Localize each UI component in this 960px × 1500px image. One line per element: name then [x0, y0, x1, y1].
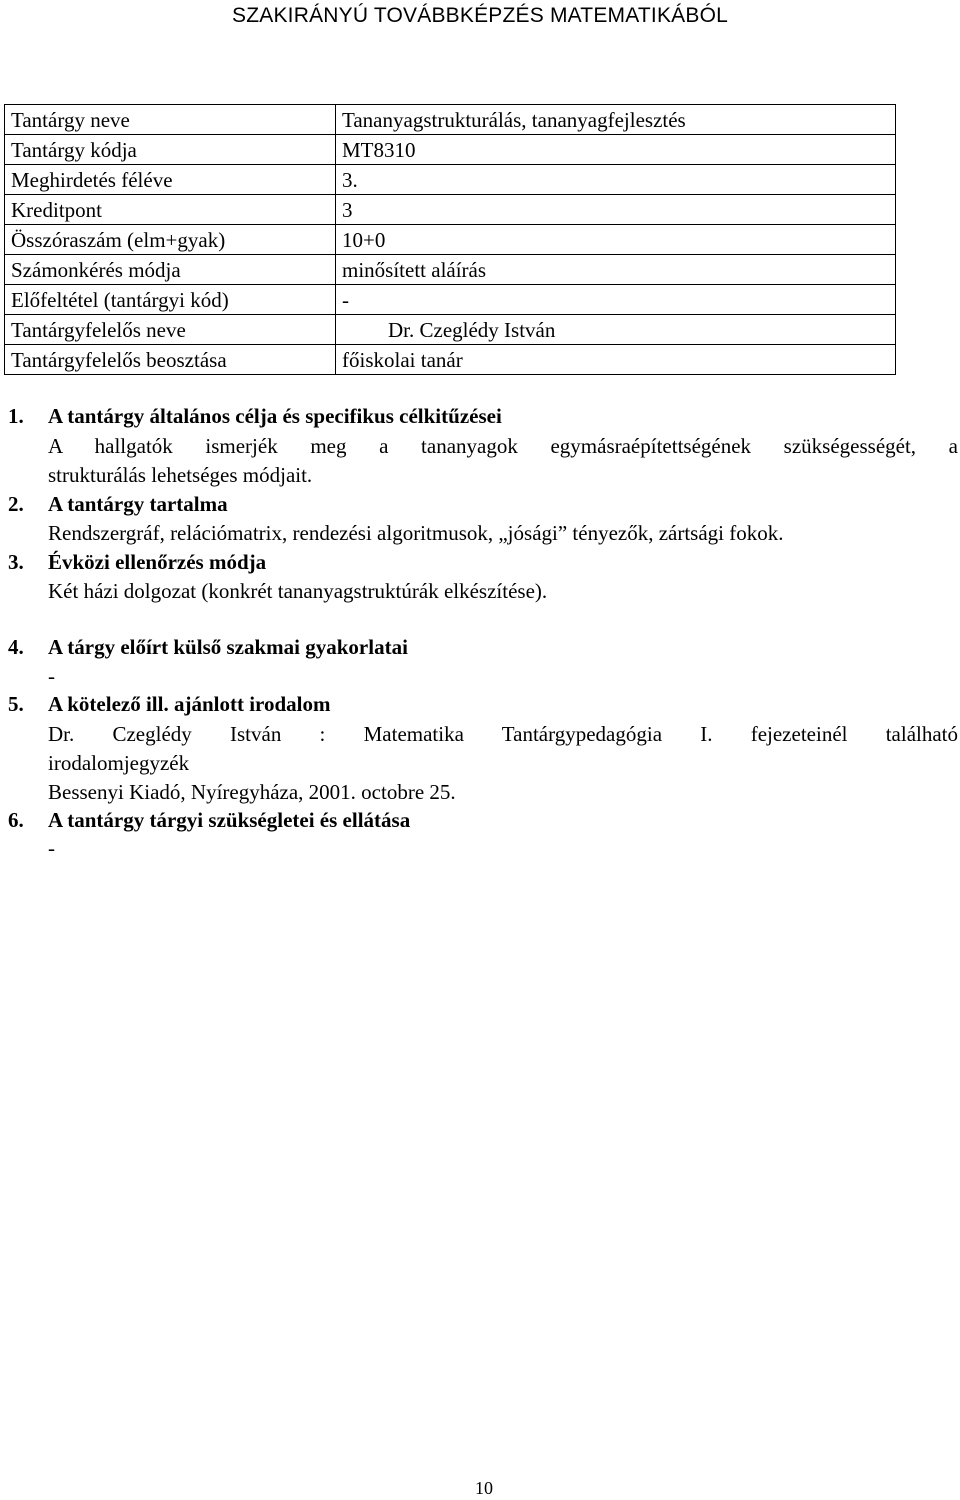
page-number: 10: [475, 1478, 493, 1498]
section-title: A tantárgy tartalma: [48, 492, 228, 516]
page-header: SZAKIRÁNYÚ TOVÁBBKÉPZÉS MATEMATIKÁBÓL: [232, 4, 728, 27]
section-heading: [8, 492, 228, 517]
section-number: 6.: [8, 808, 24, 832]
section-number: 2.: [8, 492, 24, 516]
section-heading: [8, 404, 502, 429]
table-row: [5, 135, 896, 165]
section-title: A kötelező ill. ajánlott irodalom: [48, 692, 331, 716]
section-title: A tantárgy tárgyi szükségletei és ellátása: [48, 808, 411, 832]
section-text-line: strukturálás lehetséges módjait.: [48, 463, 313, 487]
section-text-line: -: [48, 836, 55, 860]
row-value: -: [336, 285, 896, 315]
table-row: [5, 315, 896, 345]
table-row: [5, 345, 896, 375]
section-title: A tantárgy általános célja és specifikus célkitűzései: [48, 404, 502, 428]
row-label: Tantárgyfelelős beosztása: [5, 345, 336, 375]
section-title: A tárgy előírt külső szakmai gyakorlatai: [48, 635, 408, 659]
section-heading: [8, 635, 408, 660]
section-number: 3.: [8, 550, 24, 574]
row-label: Előfeltétel (tantárgyi kód): [5, 285, 336, 315]
table-row: [5, 195, 896, 225]
row-value: Tananyagstrukturálás, tananyagfejlesztés: [336, 105, 896, 135]
section-text-line: Bessenyi Kiadó, Nyíregyháza, 2001. octobre 25.: [48, 780, 456, 804]
section-heading: [8, 808, 410, 833]
section-heading: [8, 550, 266, 575]
row-label: Tantárgy kódja: [5, 135, 336, 165]
table-row: [5, 165, 896, 195]
section-number: 1.: [8, 404, 24, 428]
table-row: [5, 285, 896, 315]
row-value: 10+0: [336, 225, 896, 255]
row-label: Tantárgy neve: [5, 105, 336, 135]
row-label: Meghirdetés féléve: [5, 165, 336, 195]
row-label: Tantárgyfelelős neve: [5, 315, 336, 345]
section-text-line: Rendszergráf, relációmatrix, rendezési algoritmusok, „jósági” tényezők, zártsági fokok.: [48, 521, 784, 545]
section-text-line: Dr. Czeglédy István : Matematika Tantárgypedagógia I. fejezeteinél található: [48, 722, 958, 746]
row-value: 3: [336, 195, 896, 225]
section-heading: [8, 692, 331, 717]
table-row: [5, 105, 896, 135]
row-value: MT8310: [336, 135, 896, 165]
section-text-line: irodalomjegyzék: [48, 751, 190, 775]
row-value: minősített aláírás: [336, 255, 896, 285]
row-label: Összóraszám (elm+gyak): [5, 225, 336, 255]
row-value: főiskolai tanár: [336, 345, 896, 375]
section-text-line: A hallgatók ismerjék meg a tananyagok egymásraépítettségének szükségességét, a: [48, 434, 958, 458]
row-label: Kreditpont: [5, 195, 336, 225]
course-info-table: [4, 104, 896, 375]
section-number: 4.: [8, 635, 24, 659]
section-number: 5.: [8, 692, 24, 716]
section-text-line: Két házi dolgozat (konkrét tananyagstruktúrák elkészítése).: [48, 579, 548, 603]
table-row: [5, 255, 896, 285]
section-title: Évközi ellenőrzés módja: [48, 550, 267, 574]
row-value: 3.: [336, 165, 896, 195]
row-value: Dr. Czeglédy István: [336, 315, 896, 345]
section-text-line: -: [48, 664, 55, 688]
table-row: [5, 225, 896, 255]
row-label: Számonkérés módja: [5, 255, 336, 285]
